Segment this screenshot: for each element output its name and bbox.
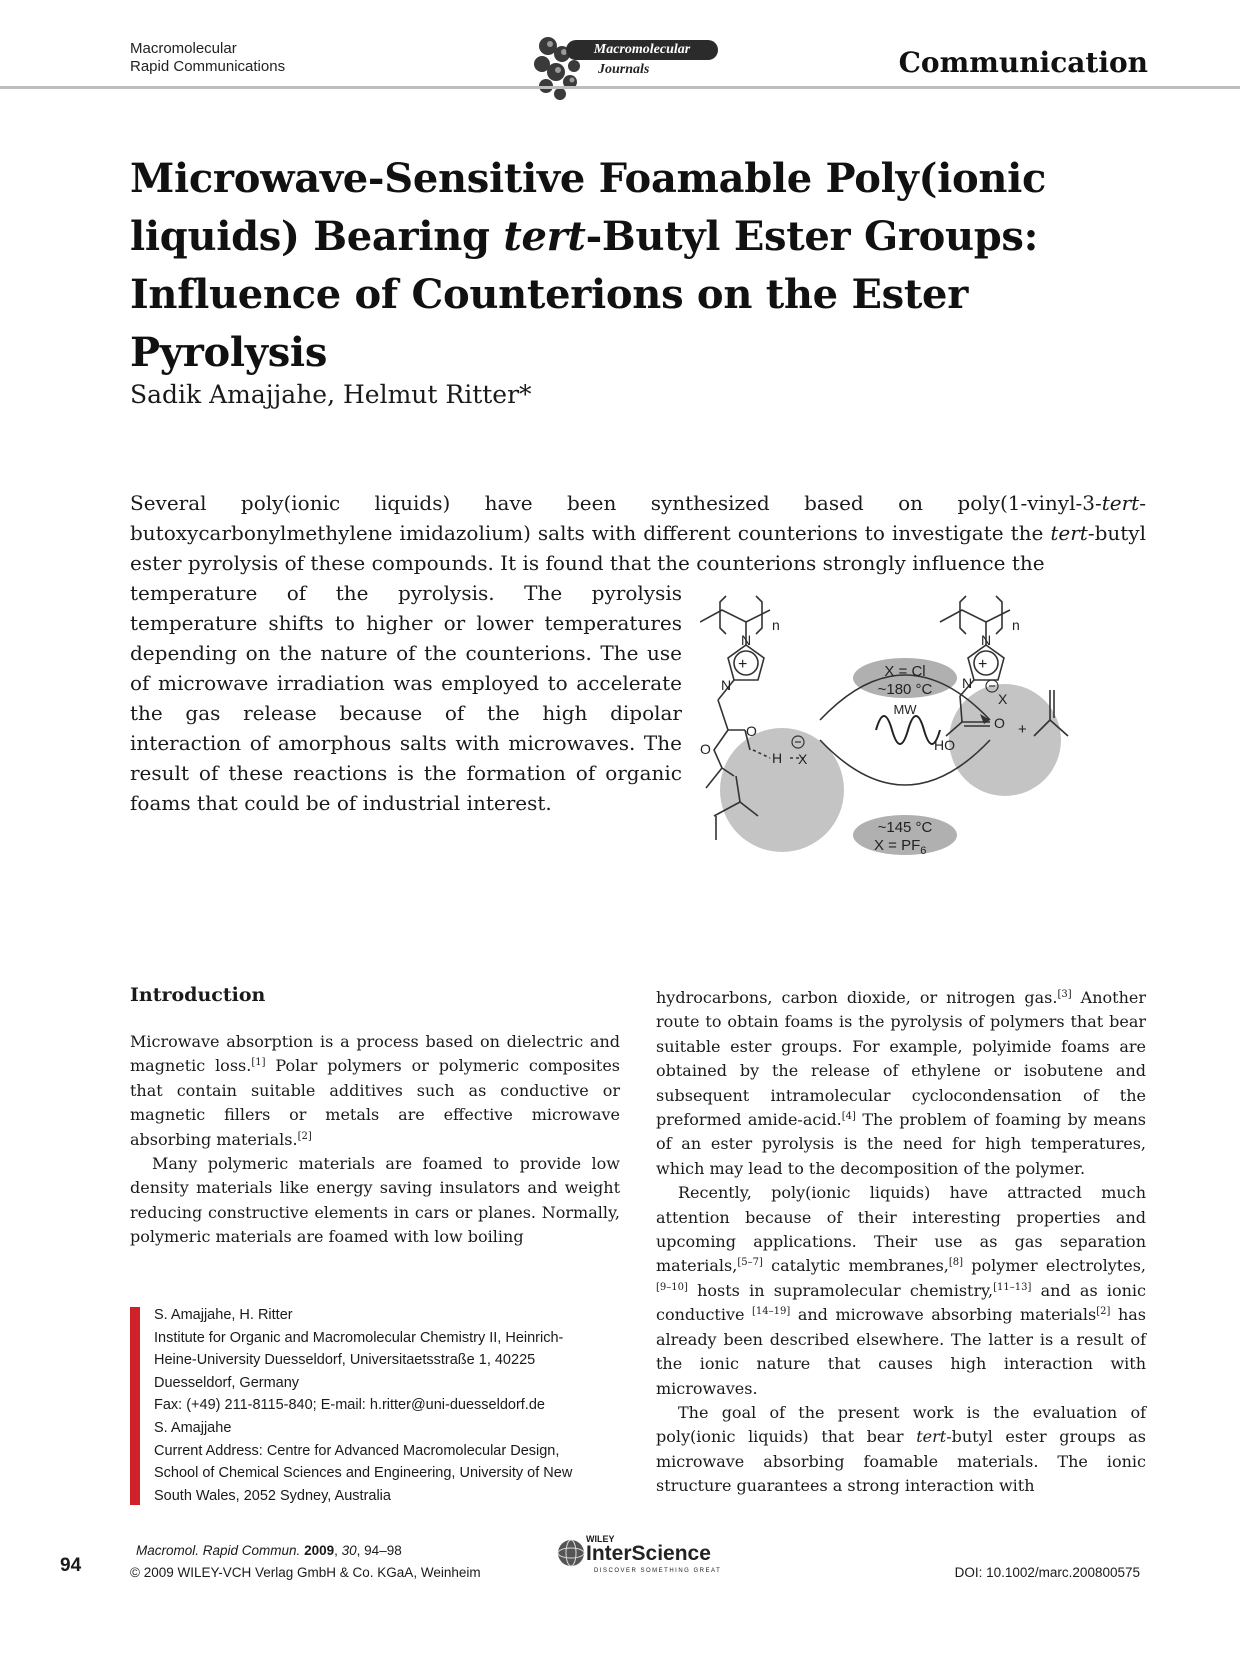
title-line-2: [130, 208, 1140, 266]
scheme-nitrogen-bottom-left: N: [721, 677, 732, 693]
p4-text-f: and microwave absorbing materials: [790, 1305, 1097, 1325]
condition-top-counterion: X = Cl: [884, 663, 926, 680]
citation-ref-9-10[interactable]: [9–10]: [656, 1281, 688, 1293]
p4-text-b: catalytic membranes,: [762, 1256, 949, 1276]
abstract-text-a: Several poly(ionic liquids) have been synthesized based on poly(1-vinyl-3-: [130, 491, 1102, 515]
p3-text-b: Another route to obtain foams is the pyrolysis of polymers that bear suitable ester groups. For example, polyimide foams are obtained by the release of ethylene or isobutene and subsequent intramolecular cyclocondensation of the preformed amide-acid.: [656, 988, 1147, 1130]
journal-name-line2: Rapid Communications: [130, 58, 286, 75]
intro-p1-text-a: Microwave absorption is a process based on dielectric and magnetic loss.: [130, 1032, 620, 1076]
scheme-hydrogen: H: [772, 750, 783, 766]
cite-year: 2009: [304, 1543, 335, 1558]
affiliation-block: [154, 1304, 624, 1507]
abstract-italic-2: tert: [1050, 521, 1088, 545]
imidazolium-charge-right: +: [978, 656, 988, 673]
body-column-right: [656, 986, 1146, 1499]
affiliation-contact: Fax: (+49) 211-8115-840; E-mail: h.ritter@uni-duesseldorf.de: [154, 1397, 545, 1414]
affiliation-line: S. Amajjahe, H. Ritter: [154, 1307, 293, 1323]
copyright-line: © 2009 WILEY-VCH Verlag GmbH & Co. KGaA, Weinheim: [130, 1565, 481, 1580]
affiliation-line: Institute for Organic and Macromolecular Chemistry II, Heinrich-: [154, 1329, 564, 1346]
cite-pages: , 94–98: [356, 1543, 402, 1558]
intro-paragraph-2: Many polymeric materials are foamed to provide low density materials like energy saving insulators and weight reducing constructive elements in cars or planes. Normally, polymeric materials are foamed with low boiling: [130, 1154, 620, 1247]
intro-paragraph-3: [656, 986, 1146, 1181]
wiley-tagline: DISCOVER SOMETHING GREAT: [594, 1568, 722, 1574]
title-line-2c: -Butyl Ester Groups:: [585, 213, 1039, 260]
scheme-n-right: n: [1012, 617, 1020, 633]
scheme-n-left: n: [772, 617, 780, 633]
scheme-oxygen-acid: O: [994, 715, 1005, 731]
abstract-paragraph-2: temperature of the pyrolysis. The pyrolysis temperature shifts to higher or lower temperatures depending on the nature of the counterions. The use of microwave irradiation was employed to accelerate the gas release because of the high dipolar interaction of amorphous salts with microwaves. The result of these reactions is the formation of organic foams that could be of industrial interest.: [130, 581, 682, 815]
wiley-interscience-logo: [556, 1532, 736, 1578]
citation-ref-4[interactable]: [4]: [841, 1111, 856, 1123]
article-title: [130, 150, 1140, 382]
citation-ref-2b[interactable]: [2]: [1096, 1306, 1111, 1318]
journal-name-line1: Macromolecular: [130, 40, 237, 57]
condition-bottom-counterion-text: X = PF: [874, 837, 921, 854]
intro-paragraph-5: [656, 1401, 1146, 1499]
citation-ref-2[interactable]: [2]: [297, 1130, 312, 1142]
affiliation-line: School of Chemical Sciences and Engineering, University of New: [154, 1465, 573, 1482]
header-rule: [0, 86, 1240, 89]
doi-text[interactable]: DOI: 10.1002/marc.200800575: [954, 1565, 1140, 1580]
interscience-wordmark: InterScience: [586, 1542, 711, 1565]
affiliation-line: Heine-University Duesseldorf, Universitaetsstraße 1, 40225: [154, 1352, 536, 1369]
p4-text-e: and as ionic conductive: [656, 1280, 1146, 1325]
intro-paragraph-1: [130, 1030, 620, 1152]
cite-journal: Macromol. Rapid Commun.: [136, 1543, 301, 1558]
wiley-wordmark: WILEY: [586, 1534, 615, 1544]
citation-line: Macromol. Rapid Commun. 2009, 30, 94–98: [136, 1543, 402, 1558]
abstract-paragraph-1: [130, 488, 1146, 578]
abstract-italic-1: tert: [1101, 491, 1140, 515]
molecule-icon: [528, 26, 598, 106]
scheme-nitrogen-top-right: N: [981, 632, 992, 648]
p4-text-a: Recently, poly(ionic liquids) have attracted much attention because of their interesting properties and upcoming applications. Their use as gas separation materials,: [656, 1183, 1146, 1276]
p4-text-c: polymer electrolytes,: [963, 1256, 1146, 1276]
title-line-2-italic: tert: [503, 213, 586, 260]
p5-italic: tert: [916, 1427, 947, 1447]
title-line-3: Influence of Counterions on the Ester Pyrolysis: [130, 271, 968, 376]
affiliation-accent-bar: [130, 1307, 140, 1505]
scheme-counterion-left: X: [798, 751, 808, 767]
affiliation-line: South Wales, 2052 Sydney, Australia: [154, 1487, 391, 1504]
intro-paragraph-4: [656, 1181, 1146, 1401]
condition-bottom-subscript: 6: [920, 845, 927, 857]
p4-text-d: hosts in supramolecular chemistry,: [687, 1280, 994, 1300]
microwave-wave-icon: [876, 716, 940, 744]
intro-p1-text-b: Polar polymers or polymeric composites that contain suitable additives such as conductive or magnetic fillers or metals are effective microwave absorbing materials.: [130, 1056, 620, 1149]
condition-mw-label: MW: [893, 702, 917, 717]
scheme-nitrogen-bottom-right: N: [962, 675, 973, 691]
scheme-plus-sign: +: [1018, 721, 1027, 738]
affiliation-line: Duesseldorf, Germany: [154, 1374, 300, 1391]
article-type: Communication: [898, 46, 1148, 79]
title-line-2a: liquids) Bearing: [130, 213, 504, 260]
condition-bottom-temperature: ~145 °C: [877, 819, 933, 836]
p5-text-c: -butyl ester groups as microwave absorbing foamable materials. The ionic structure guarantees a strong interaction with: [656, 1427, 1146, 1496]
citation-ref-1[interactable]: [1]: [251, 1057, 266, 1069]
globe-icon: [556, 1536, 586, 1570]
citation-ref-8[interactable]: [8]: [948, 1257, 964, 1269]
citation-ref-3[interactable]: [3]: [1057, 989, 1072, 1000]
affiliation-line: S. Amajjahe: [154, 1419, 232, 1436]
p3-text-c: The problem of foaming by means of an ester pyrolysis is the need for high temperatures, which may lead to the decomposition of the polymer.: [656, 1110, 1147, 1178]
scheme-oxygen-ester: O: [700, 741, 711, 757]
title-line-1: Microwave-Sensitive Foamable Poly(ionic: [130, 155, 1047, 202]
author-list: Sadik Amajjahe, Helmut Ritter*: [130, 380, 532, 409]
section-heading-introduction: Introduction: [130, 984, 266, 1006]
p5-text-a: The goal of the present work is the evaluation of poly(ionic liquids) that bear: [656, 1402, 1146, 1447]
citation-ref-11-13[interactable]: [11–13]: [993, 1281, 1032, 1293]
scheme-hydroxyl: HO: [934, 737, 955, 753]
logo-subtitle: Journals: [598, 62, 650, 77]
body-column-left: [130, 1030, 620, 1250]
reaction-scheme-graphic: [700, 590, 1160, 870]
imidazolium-charge-left: +: [738, 656, 748, 673]
cite-volume: 30: [341, 1543, 357, 1558]
scheme-nitrogen-top-left: N: [741, 632, 752, 648]
citation-ref-5-7[interactable]: [5–7]: [737, 1257, 763, 1269]
journal-name: [130, 40, 285, 76]
p4-text-g: has already been described elsewhere. The latter is a result of the ionic nature that causes high interaction with microwaves.: [656, 1305, 1147, 1398]
abstract-text-e: -butyl ester pyrolysis of these compounds. It is found that the counterions strongly influence the: [130, 521, 1146, 575]
p3-text-a: hydrocarbons, carbon dioxide, or nitrogen gas.: [656, 988, 1058, 1007]
scheme-counterion-right: X: [998, 691, 1008, 707]
scheme-oxygen-carbonyl: O: [746, 723, 757, 739]
page-number: 94: [60, 1555, 82, 1576]
affiliation-line: Current Address: Centre for Advanced Macromolecular Design,: [154, 1442, 560, 1459]
condition-top-temperature: ~180 °C: [877, 681, 933, 698]
macromolecular-journals-logo: [528, 26, 718, 106]
abstract-text-c: -butoxycarbonylmethylene imidazolium) salts with different counterions to investigate the: [130, 491, 1146, 545]
logo-badge: Macromolecular: [566, 40, 718, 60]
citation-ref-14-19[interactable]: [14–19]: [752, 1306, 791, 1318]
